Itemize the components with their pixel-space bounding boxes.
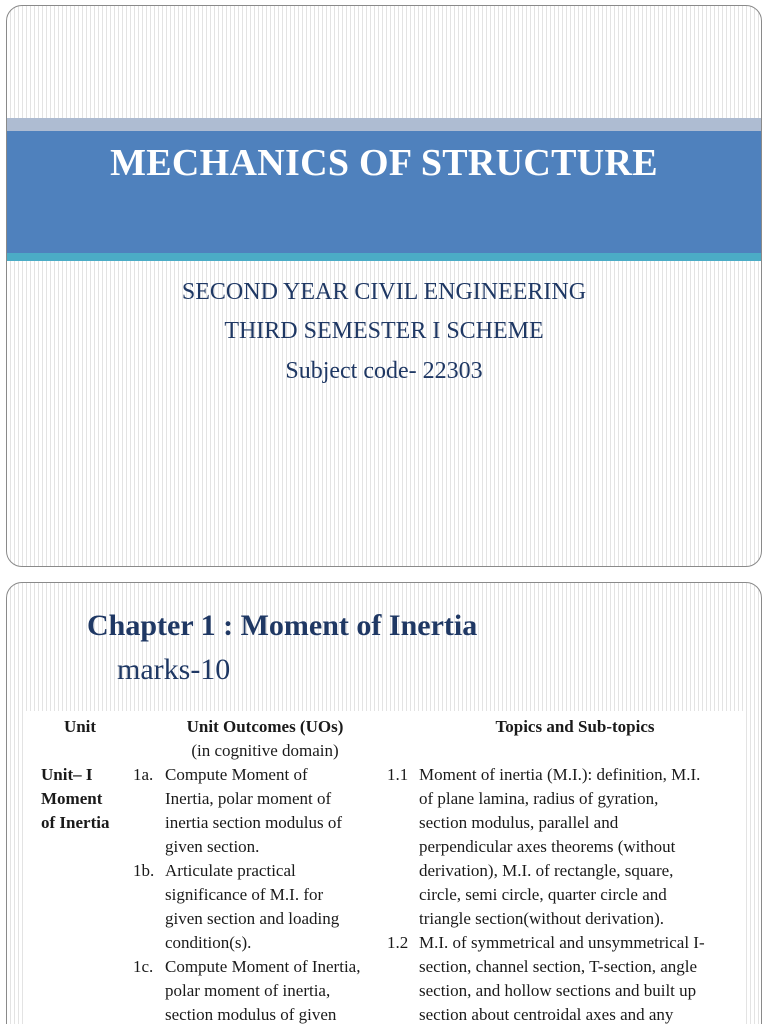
chapter-slide <box>6 582 762 1024</box>
topic-line: Moment of inertia (M.I.): definition, M.I. <box>419 765 701 784</box>
outcome-item <box>133 955 393 1024</box>
unit-outcomes-cell <box>133 763 393 1024</box>
topic-number: 1.2 <box>387 933 409 952</box>
topic-line: section, channel section, T-section, angle <box>419 957 698 976</box>
outcome-number: 1b. <box>133 861 155 880</box>
title-band-top-stripe <box>7 118 761 131</box>
outcome-line: significance of M.I. for <box>165 885 324 904</box>
header-topics: Topics and Sub-topics <box>495 717 655 736</box>
topic-item <box>387 931 737 1024</box>
topic-line: M.I. of symmetrical and unsymmetrical I- <box>419 933 705 952</box>
outcome-line: given section. <box>165 837 260 856</box>
outcome-item <box>133 859 393 955</box>
topic-line: circle, semi circle, quarter circle and <box>419 885 667 904</box>
unit-line: Unit– I <box>41 765 93 784</box>
topic-line: section modulus, parallel and <box>419 813 619 832</box>
outcome-line: inertia section modulus of <box>165 813 343 832</box>
subtitle-line-2: THIRD SEMESTER I SCHEME <box>224 318 544 344</box>
subtitle-line-3: Subject code- 22303 <box>285 358 483 384</box>
outcome-line: Compute Moment of Inertia, <box>165 957 361 976</box>
chapter-title: Chapter 1 : Moment of Inertia <box>87 609 478 642</box>
outcome-line: given section and loading <box>165 909 340 928</box>
outcome-number: 1c. <box>133 957 154 976</box>
syllabus-table <box>25 711 745 1024</box>
topic-number: 1.1 <box>387 765 409 784</box>
outcome-number: 1a. <box>133 765 154 784</box>
topic-line: derivation), M.I. of rectangle, square, <box>419 861 674 880</box>
outcome-line: polar moment of inertia, <box>165 981 331 1000</box>
outcome-line: Compute Moment of <box>165 765 308 784</box>
outcome-item <box>133 763 393 859</box>
topic-line: section, and hollow sections and built up <box>419 981 697 1000</box>
outcome-line: condition(s). <box>165 933 252 952</box>
title-band-bottom-stripe <box>7 253 761 261</box>
topic-line: section about centroidal axes and any <box>419 1005 674 1024</box>
outcome-line: Articulate practical <box>165 861 296 880</box>
header-unit-outcomes-subtitle: (in cognitive domain) <box>191 741 339 760</box>
header-unit-outcomes: Unit Outcomes (UOs) <box>186 717 344 736</box>
header-unit: Unit <box>63 717 97 736</box>
topic-item <box>387 763 737 931</box>
unit-line: of Inertia <box>41 813 110 832</box>
unit-cell <box>41 763 141 835</box>
chapter-marks: marks-10 <box>117 653 231 686</box>
topic-line: of plane lamina, radius of gyration, <box>419 789 659 808</box>
unit-line: Moment <box>41 789 103 808</box>
topic-line: triangle section(without derivation). <box>419 909 665 928</box>
title-slide <box>6 5 762 567</box>
outcome-line: section modulus of given <box>165 1005 337 1024</box>
outcome-line: Inertia, polar moment of <box>165 789 332 808</box>
topics-cell <box>387 763 737 1024</box>
topic-line: perpendicular axes theorems (without <box>419 837 676 856</box>
subtitle-line-1: SECOND YEAR CIVIL ENGINEERING <box>181 279 587 305</box>
slide-title: MECHANICS OF STRUCTURE <box>110 142 658 184</box>
